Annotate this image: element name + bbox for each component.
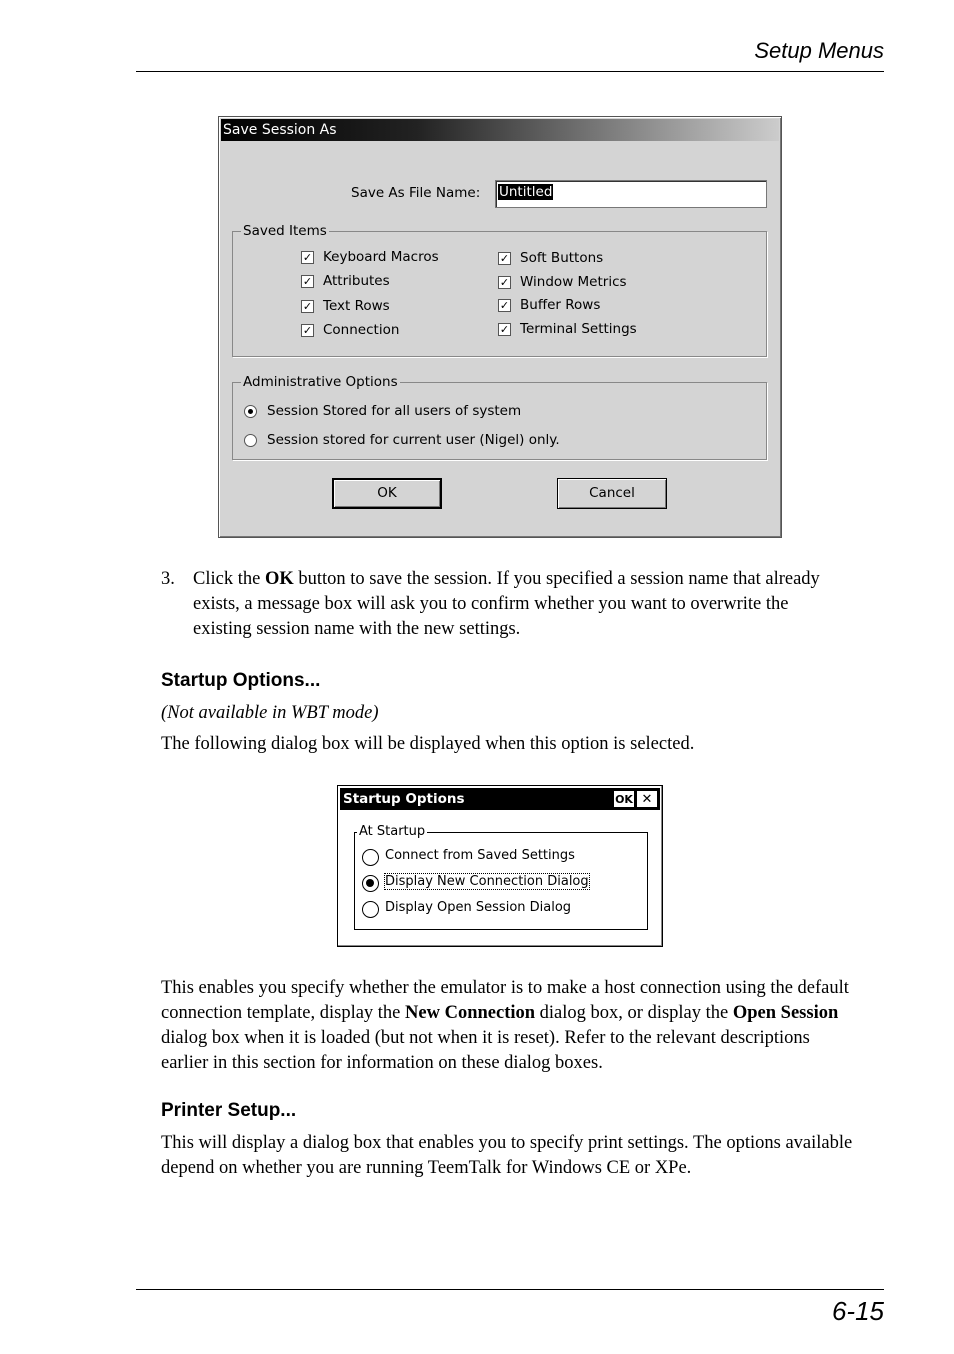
buffer-rows-label: Buffer Rows [520, 297, 601, 313]
connect-saved-radio[interactable] [362, 849, 379, 866]
startup-note: (Not available in WBT mode) [161, 703, 379, 723]
file-name-input[interactable] [495, 180, 767, 208]
saved-items-group [232, 223, 767, 357]
startup-desc-part-2: dialog box, or display the [535, 1003, 733, 1023]
saved-items-legend: Saved Items [243, 223, 327, 239]
buffer-rows-checkbox[interactable]: ✓ [499, 299, 510, 312]
page-header-title: Setup Menus [754, 38, 884, 63]
cancel-button[interactable]: Cancel [557, 478, 667, 509]
startup-desc-bold-1: New Connection [405, 1003, 536, 1023]
file-name-label: Save As File Name: [351, 185, 481, 201]
startup-desc-part-3: dialog box when it is loaded (but not when it is reset). Refer to the relevant descriptions earlier in this section for information on these dialog boxes. [161, 1028, 810, 1073]
dialog-title-bar: Save Session As [221, 119, 779, 141]
step-3-text [193, 567, 833, 642]
connection-label: Connection [323, 322, 400, 338]
startup-dialog-title-bar [340, 788, 660, 810]
step-3-text-before: Click the [193, 569, 265, 589]
display-open-session-radio[interactable] [362, 901, 379, 918]
text-rows-checkbox[interactable]: ✓ [302, 300, 313, 313]
keyboard-macros-label: Keyboard Macros [323, 249, 439, 265]
file-name-value: Untitled [499, 184, 553, 200]
save-session-dialog [218, 116, 782, 538]
page-number: 6-15 [831, 1296, 884, 1326]
connection-checkbox[interactable]: ✓ [302, 324, 313, 337]
startup-options-heading: Startup Options... [161, 670, 321, 691]
terminal-settings-checkbox[interactable]: ✓ [499, 323, 510, 336]
attributes-checkbox[interactable]: ✓ [302, 275, 313, 288]
display-new-connection-label: Display New Connection Dialog [385, 874, 589, 889]
printer-setup-heading: Printer Setup... [161, 1100, 297, 1121]
all-users-label: Session Stored for all users of system [267, 403, 522, 419]
step-3-text-after: button to save the session. If you specified a session name that already exists, a message box will ask you to confirm whether you want to overwrite the existing session name with the new settings. [193, 569, 820, 639]
display-new-connection-radio[interactable] [362, 875, 379, 892]
terminal-settings-label: Terminal Settings [520, 321, 637, 337]
at-startup-legend: At Startup [359, 824, 426, 839]
close-icon[interactable]: ✕ [637, 791, 657, 807]
step-number: 3. [161, 569, 175, 589]
window-metrics-checkbox[interactable]: ✓ [499, 276, 510, 289]
title-ok-button[interactable]: OK [615, 793, 633, 806]
startup-desc-part-1: This enables you specify whether the emulator is to make a host connection using the default connection template, display the [161, 978, 849, 1023]
connect-saved-label: Connect from Saved Settings [385, 848, 575, 863]
startup-description [161, 976, 861, 1076]
footer-rule [136, 1289, 884, 1290]
current-user-label: Session stored for current user (Nigel) only. [267, 432, 560, 448]
current-user-radio[interactable] [244, 434, 257, 447]
printer-setup-text: This will display a dialog box that enables you to specify print settings. The options available depend on whether you are running TeemTalk for Windows CE or XPe. [161, 1133, 853, 1178]
header-rule [136, 71, 884, 72]
step-3-bold: OK [264, 569, 294, 589]
admin-options-group [232, 374, 767, 460]
attributes-label: Attributes [323, 273, 390, 289]
ok-button[interactable]: OK [332, 478, 442, 509]
admin-options-legend: Administrative Options [243, 374, 398, 390]
window-metrics-label: Window Metrics [520, 274, 627, 290]
keyboard-macros-checkbox[interactable]: ✓ [302, 251, 313, 264]
at-startup-group [354, 824, 648, 930]
text-rows-label: Text Rows [323, 298, 390, 314]
display-open-session-label: Display Open Session Dialog [385, 900, 572, 915]
startup-dialog-title: Startup Options [343, 791, 465, 807]
all-users-radio[interactable] [244, 405, 257, 418]
soft-buttons-label: Soft Buttons [520, 250, 604, 266]
soft-buttons-checkbox[interactable]: ✓ [499, 252, 510, 265]
startup-desc-bold-2: Open Session [732, 1003, 839, 1023]
startup-intro: The following dialog box will be displayed when this option is selected. [161, 734, 695, 754]
startup-options-dialog [337, 785, 663, 947]
